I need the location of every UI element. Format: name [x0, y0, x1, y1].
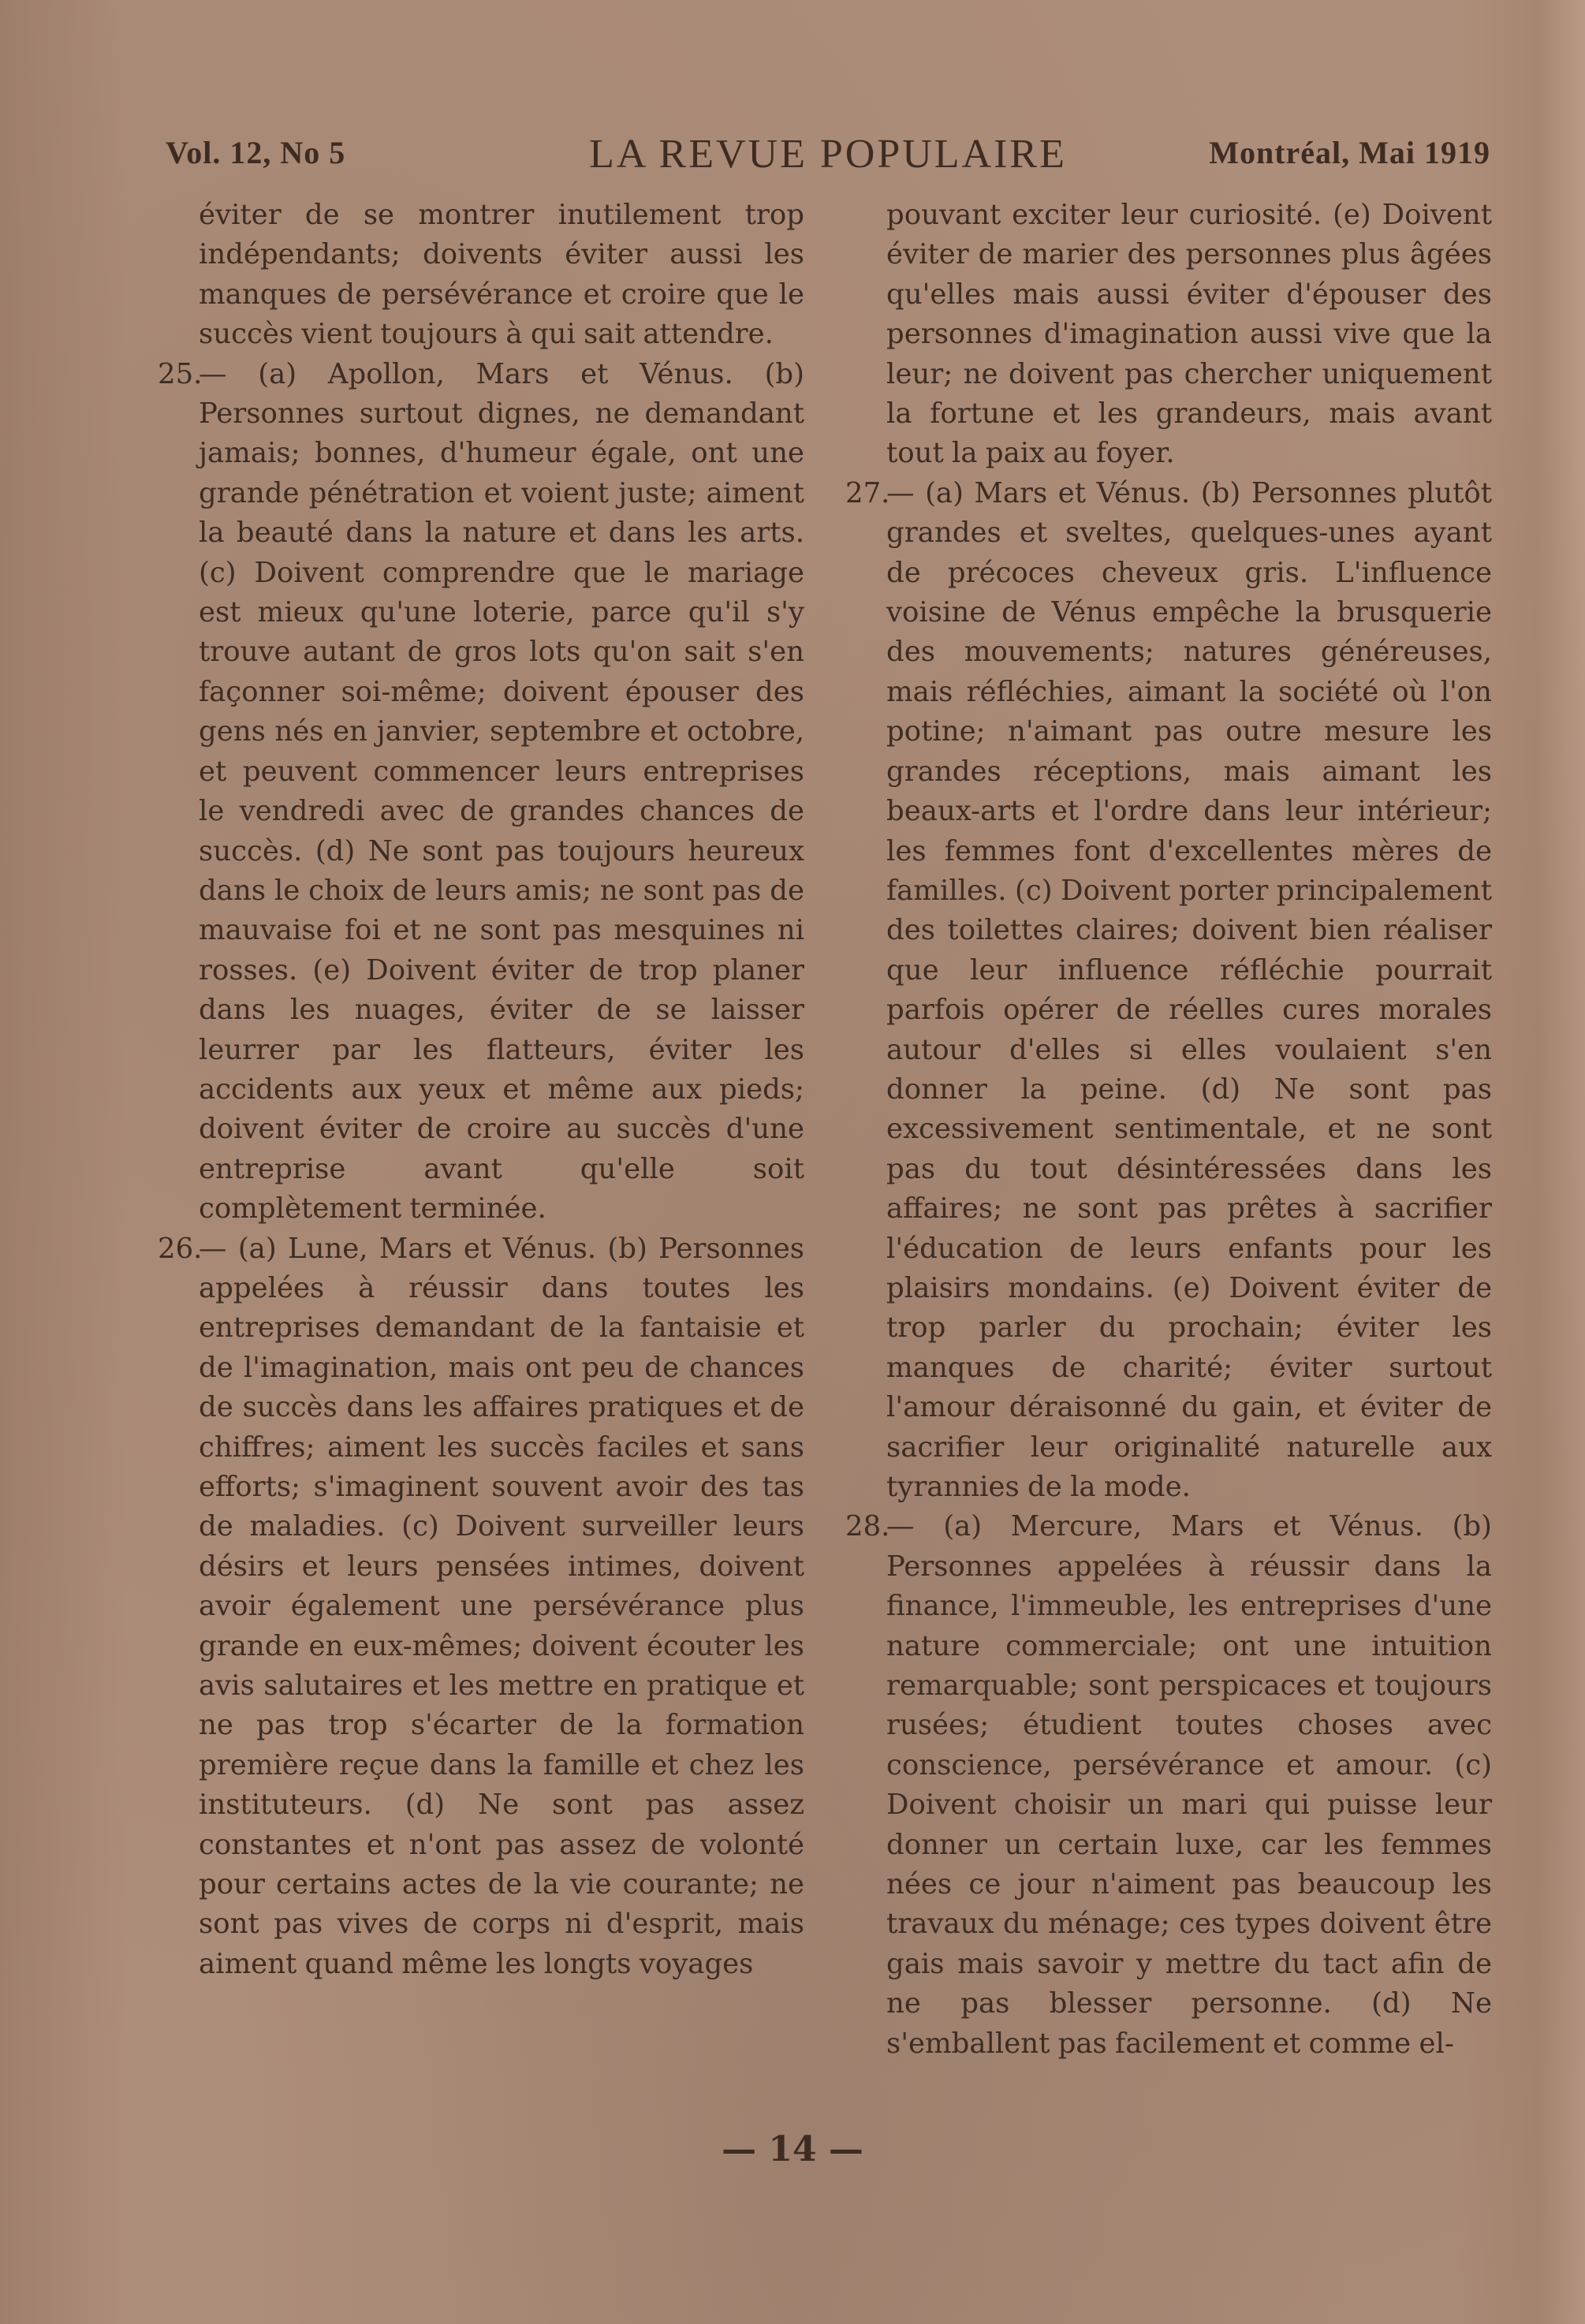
- right-column: [845, 196, 1492, 2064]
- paragraph-number: 28.: [845, 1510, 890, 1543]
- paragraph-number: 26.: [158, 1232, 203, 1265]
- page-header: [166, 134, 1490, 181]
- publication-title: LA REVUE POPULAIRE: [589, 132, 1067, 177]
- paragraph-26: [158, 1229, 804, 1985]
- paragraph-text: pouvant exciter leur curiosité. (e) Doivent éviter de marier des personnes plus âgées qu'elles mais aussi éviter d'épouser des personnes d'imagination aussi vive que la leur; ne doivent pas chercher uniquement la fortune et les grandeurs, mais avant tout la paix au foyer.: [886, 199, 1492, 470]
- paragraph-26-continued: [845, 196, 1492, 474]
- place-date: Montréal, Mai 1919: [1209, 135, 1490, 170]
- paragraph-28: [845, 1507, 1492, 2064]
- paragraph-number: 25.: [158, 357, 203, 390]
- paragraph-number: 27.: [845, 476, 890, 509]
- paragraph-text: — (a) Apollon, Mars et Vénus. (b) Personnes surtout dignes, ne demandant jamais; bonnes, d'humeur égale, ont une grande pénétration et voient juste; aiment la beauté dans la nature et dans les arts. (c) Doivent comprendre que le mariage est mieux qu'une loterie, parce qu'il s'y trouve autant de gros lots qu'on sait s'en façonner soi-même; doivent épouser des gens nés en janvier, septembre et octobre, et peuvent commencer leurs entreprises le vendredi avec de grandes chances de succès. (d) Ne sont pas toujours heureux dans le choix de leurs amis; ne sont pas de mauvaise foi et ne sont pas mesquines ni rosses. (e) Doivent éviter de trop planer dans les nuages, éviter de se laisser leurrer par les flatteurs, éviter les accidents aux yeux et même aux pieds; doivent éviter de croire au succès d'une entreprise avant qu'elle soit complètement terminée.: [199, 357, 804, 1225]
- paragraph-text: — (a) Mars et Vénus. (b) Personnes plutôt grandes et sveltes, quelques-unes ayant de précoces cheveux gris. L'influence voisine de Vénus empêche la brusquerie des mouvements; natures généreuses, mais réfléchies, aimant la société où l'on potine; n'aimant pas outre mesure les grandes réceptions, mais aimant les beaux-arts et l'ordre dans leur intérieur; les femmes font d'excellentes mères de familles. (c) Doivent porter principalement des toilettes claires; doivent bien réaliser que leur influence réfléchie pourrait parfois opérer de réelles cures morales autour d'elles si elles voulaient s'en donner la peine. (d) Ne sont pas excessivement sentimentale, et ne sont pas du tout désintéressées dans les affaires; ne sont pas prêtes à sacrifier l'éducation de leurs enfants pour les plaisirs mondains. (e) Doivent éviter de trop parler du prochain; éviter les manques de charité; éviter surtout l'amour déraisonné du gain, et éviter de sacrifier leur originalité naturelle aux tyrannies de la mode.: [886, 476, 1492, 1503]
- volume-number: Vol. 12, No 5: [166, 135, 346, 170]
- paragraph-text: éviter de se montrer inutilement trop indépendants; doivents éviter aussi les manques de persévérance et croire que le succès vient toujours à qui sait attendre.: [199, 199, 804, 351]
- left-column: [158, 196, 804, 1984]
- paragraph-text: — (a) Mercure, Mars et Vénus. (b) Personnes appelées à réussir dans la finance, l'immeuble, les entreprises d'une nature commerciale; ont une intuition remarquable; sont perspicaces et toujours rusées; étudient toutes choses avec conscience, persévérance et amour. (c) Doivent choisir un mari qui puisse leur donner un certain luxe, car les femmes nées ce jour n'aiment pas beaucoup les travaux du ménage; ces types doivent être gais mais savoir y mettre du tact afin de ne pas blesser personne. (d) Ne s'emballent pas facilement et comme el-: [886, 1510, 1492, 2060]
- paragraph-text: — (a) Lune, Mars et Vénus. (b) Personnes appelées à réussir dans toutes les entreprises demandant de la fantaisie et de l'imagination, mais ont peu de chances de succès dans les affaires pratiques et de chiffres; aiment les succès faciles et sans efforts; s'imaginent souvent avoir des tas de maladies. (c) Doivent surveiller leurs désirs et leurs pensées intimes, doivent avoir également une persévérance plus grande en eux-mêmes; doivent écouter les avis salutaires et les mettre en pratique et ne pas trop s'écarter de la formation première reçue dans la famille et chez les instituteurs. (d) Ne sont pas assez constantes et n'ont pas assez de volonté pour certains actes de la vie courante; ne sont pas vives de corps ni d'esprit, mais aiment quand même les longts voyages: [199, 1232, 804, 1980]
- paragraph-24-continued: [158, 196, 804, 355]
- paragraph-25: [158, 355, 804, 1229]
- paragraph-27: [845, 474, 1492, 1508]
- page-number: — 14 —: [722, 2129, 863, 2169]
